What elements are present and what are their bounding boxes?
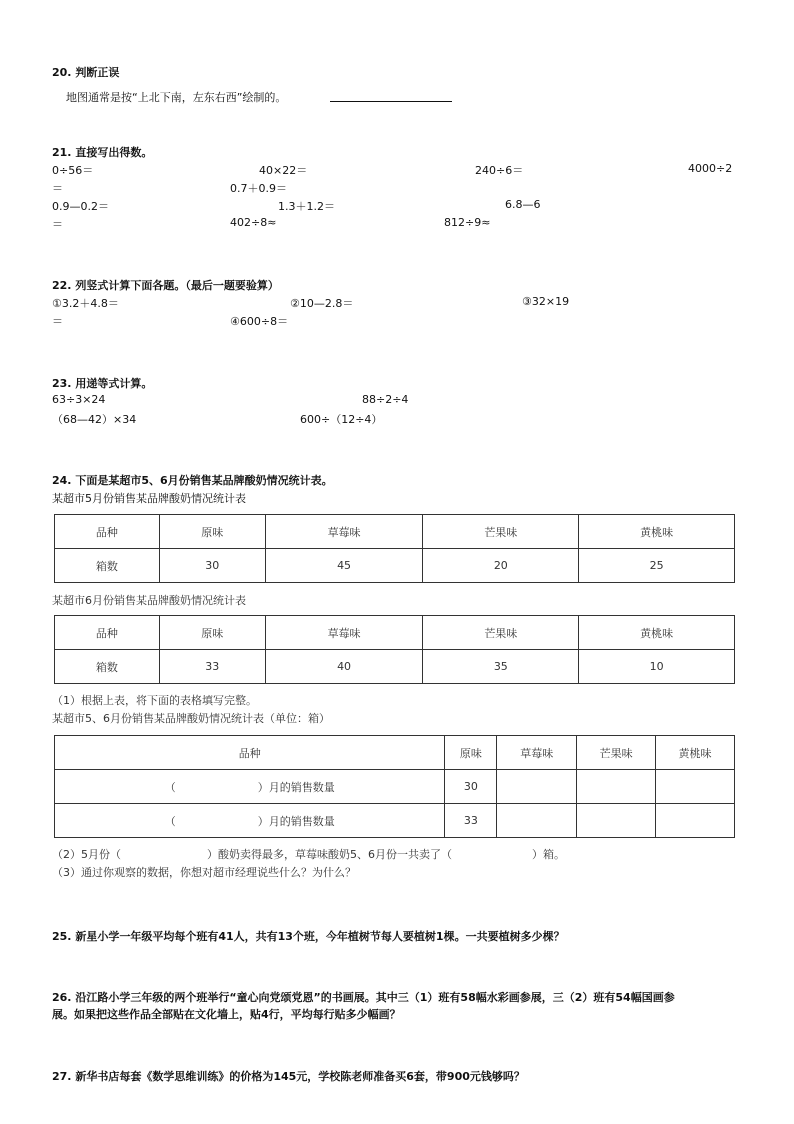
q21-item: 812÷9≈ bbox=[444, 216, 491, 229]
open-paren: （ bbox=[164, 780, 176, 794]
header-cell: 黄桃味 bbox=[579, 616, 735, 650]
q22-item: ③32×19 bbox=[522, 295, 570, 308]
q21-item: 6.8—6 bbox=[505, 198, 541, 211]
q21-item: 40×22＝ bbox=[259, 164, 308, 177]
answer-cell[interactable] bbox=[656, 770, 735, 804]
q21-item: 402÷8≈ bbox=[230, 216, 277, 229]
table-header-row bbox=[55, 515, 735, 549]
header-cell: 品种 bbox=[55, 616, 160, 650]
q22-item: ④600÷8＝ bbox=[230, 315, 289, 328]
q21-item: 4000÷2 bbox=[688, 162, 733, 175]
value-cell: 20 bbox=[423, 549, 579, 583]
value-cell: 45 bbox=[265, 549, 423, 583]
header-cell: 原味 bbox=[445, 736, 497, 770]
answer-cell[interactable] bbox=[497, 770, 577, 804]
row-label: ）月的销售数量 bbox=[257, 780, 335, 794]
header-cell: 草莓味 bbox=[265, 616, 423, 650]
q24-part2 bbox=[52, 846, 565, 862]
row-label-cell: 箱数 bbox=[55, 650, 160, 684]
header-cell: 原味 bbox=[159, 616, 265, 650]
value-cell: 40 bbox=[265, 650, 423, 684]
answer-cell[interactable] bbox=[577, 770, 656, 804]
q22-item: ②10—2.8＝ bbox=[290, 297, 354, 310]
q24-title: 24. 下面是某超市5、6月份销售某品牌酸奶情况统计表。 bbox=[52, 474, 333, 487]
table-row bbox=[55, 650, 735, 684]
q23-item: 600÷（12÷4） bbox=[300, 413, 383, 426]
q23-title: 23. 用递等式计算。 bbox=[52, 377, 153, 390]
value-cell: 30 bbox=[159, 549, 265, 583]
header-cell: 品种 bbox=[55, 736, 445, 770]
q21-item: ＝ bbox=[52, 218, 63, 231]
value-cell: 33 bbox=[159, 650, 265, 684]
q21-item: 0.9—0.2＝ bbox=[52, 200, 109, 213]
table3-caption: 某超市5、6月份销售某品牌酸奶情况统计表（单位：箱） bbox=[52, 712, 330, 725]
combined-sales-table bbox=[54, 735, 735, 838]
q25-text: 25. 新星小学一年级平均每个班有41人，共有13个班，今年植树节每人要植树1棵。一共要植树多少棵？ bbox=[52, 930, 565, 943]
header-cell: 原味 bbox=[159, 515, 265, 549]
q23-item: 63÷3×24 bbox=[52, 393, 106, 406]
value-cell: 33 bbox=[445, 804, 497, 838]
q24-part3: （3）通过你观察的数据，你想对超市经理说些什么？为什么？ bbox=[52, 866, 356, 879]
q24-part1: （1）根据上表，将下面的表格填写完整。 bbox=[52, 694, 257, 707]
q21-item: 0÷56＝ bbox=[52, 164, 94, 177]
part2-text-a: （2）5月份（ bbox=[52, 848, 121, 861]
q21-item: 240÷6＝ bbox=[475, 164, 524, 177]
header-cell: 黄桃味 bbox=[579, 515, 735, 549]
row-label-cell: 箱数 bbox=[55, 549, 160, 583]
q21-item: 1.3＋1.2＝ bbox=[278, 200, 335, 213]
q20-answer-blank[interactable] bbox=[330, 101, 452, 102]
month-label-cell bbox=[55, 804, 445, 838]
q20-title: 20. 判断正误 bbox=[52, 66, 120, 79]
q27-text: 27. 新华书店每套《数学思维训练》的价格为145元，学校陈老师准备买6套，带900元钱够吗？ bbox=[52, 1070, 525, 1083]
value-cell: 25 bbox=[579, 549, 735, 583]
header-cell: 草莓味 bbox=[265, 515, 423, 549]
table2-caption: 某超市6月份销售某品牌酸奶情况统计表 bbox=[52, 594, 246, 607]
q22-item: ①3.2＋4.8＝ bbox=[52, 297, 119, 310]
month-label-cell bbox=[55, 770, 445, 804]
q26-line1: 26. 沿江路小学三年级的两个班举行“童心向党颂党恩”的书画展。其中三（1）班有58幅水彩画参展，三（2）班有54幅国画参 bbox=[52, 991, 675, 1004]
may-sales-table bbox=[54, 514, 735, 583]
answer-cell[interactable] bbox=[656, 804, 735, 838]
table-row bbox=[55, 770, 735, 804]
q26-line2: 展。如果把这些作品全部贴在文化墙上，贴4行，平均每行贴多少幅画？ bbox=[52, 1008, 401, 1021]
table-row bbox=[55, 804, 735, 838]
q23-item: （68—42）×34 bbox=[52, 413, 137, 426]
header-cell: 黄桃味 bbox=[656, 736, 735, 770]
table-header-row bbox=[55, 616, 735, 650]
part2-text-b: ）酸奶卖得最多，草莓味酸奶5、6月份一共卖了（ bbox=[207, 848, 452, 861]
header-cell: 草莓味 bbox=[497, 736, 577, 770]
answer-cell[interactable] bbox=[577, 804, 656, 838]
table-header-row bbox=[55, 736, 735, 770]
part2-text-c: ）箱。 bbox=[532, 848, 565, 861]
header-cell: 品种 bbox=[55, 515, 160, 549]
header-cell: 芒果味 bbox=[423, 616, 579, 650]
value-cell: 10 bbox=[579, 650, 735, 684]
value-cell: 35 bbox=[423, 650, 579, 684]
q23-item: 88÷2÷4 bbox=[362, 393, 409, 406]
row-label: ）月的销售数量 bbox=[257, 814, 335, 828]
header-cell: 芒果味 bbox=[577, 736, 656, 770]
q21-title: 21. 直接写出得数。 bbox=[52, 146, 153, 159]
q22-item: ＝ bbox=[52, 315, 63, 328]
q20-statement: 地图通常是按“上北下南，左东右西”绘制的。 bbox=[66, 91, 287, 104]
open-paren: （ bbox=[164, 814, 176, 828]
table1-caption: 某超市5月份销售某品牌酸奶情况统计表 bbox=[52, 492, 246, 505]
table-row bbox=[55, 549, 735, 583]
june-sales-table bbox=[54, 615, 735, 684]
q21-item: 0.7＋0.9＝ bbox=[230, 182, 287, 195]
q22-title: 22. 列竖式计算下面各题。（最后一题要验算） bbox=[52, 279, 279, 292]
header-cell: 芒果味 bbox=[423, 515, 579, 549]
value-cell: 30 bbox=[445, 770, 497, 804]
answer-cell[interactable] bbox=[497, 804, 577, 838]
q21-item: ＝ bbox=[52, 182, 63, 195]
